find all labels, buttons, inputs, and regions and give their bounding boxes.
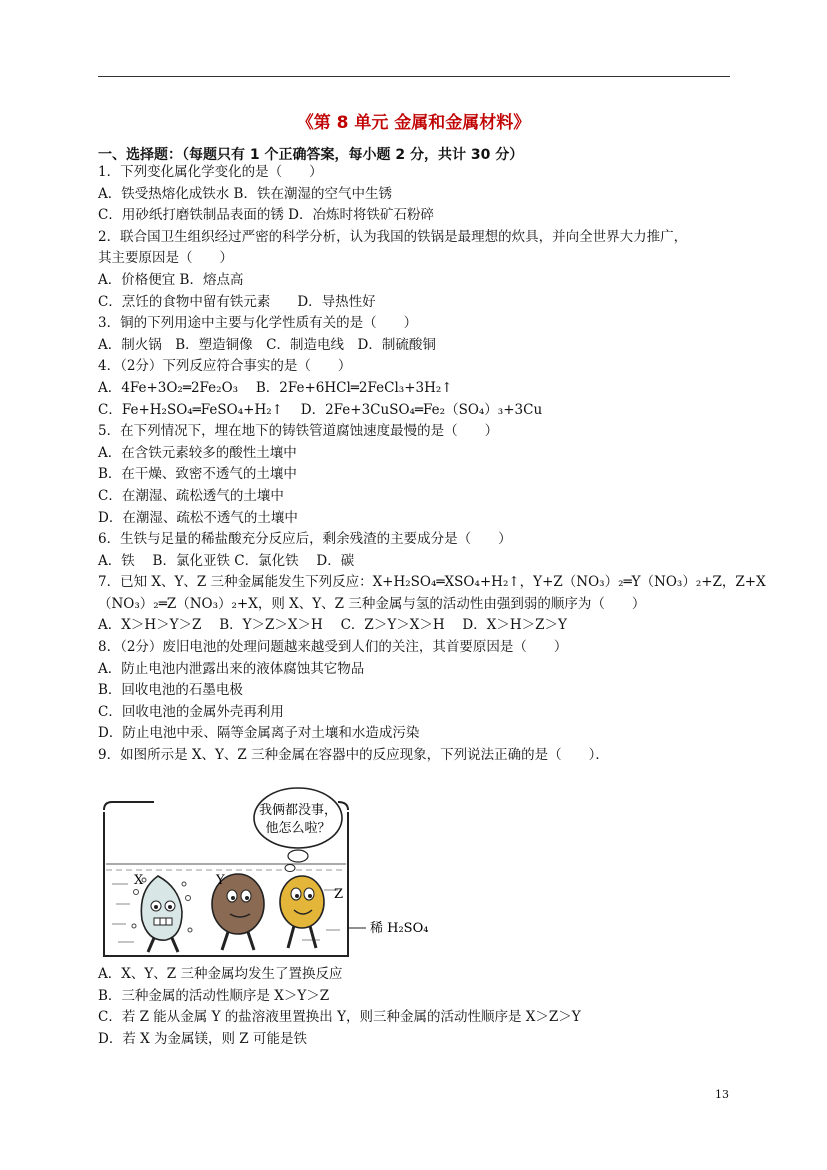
text-line: 7．已知 X、Y、Z 三种金属能发生下列反应：X+H₂SO₄═XSO₄+H₂↑，Y+Z（NO₃）₂═Y（NO₃）₂+Z，Z+X	[98, 574, 766, 591]
text-line: A．价格便宜 B．熔点高	[98, 271, 244, 288]
option-line: C．若 Z 能从金属 Y 的盐溶液里置换出 Y，则三种金属的活动性顺序是 X＞Z＞Y	[98, 1009, 581, 1026]
text-line: A．防止电池内泄露出来的液体腐蚀其它物品	[98, 660, 365, 677]
text-line: A．在含铁元素较多的酸性土壤中	[98, 444, 297, 461]
section-heading: 一、选择题：（每题只有 1 个正确答案，每小题 2 分，共计 30 分）	[98, 147, 524, 163]
text-line: 2．联合国卫生组织经过严密的科学分析，认为我国的铁锅是最理想的炊具，并向全世界大力推广，	[98, 228, 688, 245]
text-line: D．防止电池中汞、隔等金属离子对土壤和水造成污染	[98, 725, 420, 742]
acid-label: 稀 H₂SO₄	[370, 921, 429, 936]
label-z: Z	[334, 887, 344, 902]
text-line: B．回收电池的石墨电极	[98, 682, 243, 699]
text-line: A．制火锅 B．塑造铜像 C．制造电线 D．制硫酸铜	[98, 336, 436, 353]
text-line: C．用砂纸打磨铁制品表面的锈 D．冶炼时将铁矿石粉碎	[98, 207, 434, 224]
text-line: B．在干燥、致密不透气的土壤中	[98, 466, 297, 483]
text-line: C．在潮湿、疏松透气的土壤中	[98, 487, 284, 504]
text-line: 其主要原因是（ ）	[98, 250, 233, 267]
text-line: C．Fe+H₂SO₄═FeSO₄+H₂↑ D．2Fe+3CuSO₄═Fe₂（SO₄）₃+3Cu	[98, 401, 543, 418]
text-line: A．X＞H＞Y＞Z B．Y＞Z＞X＞H C．Z＞Y＞X＞H D．X＞H＞Z＞Y	[98, 617, 567, 634]
reaction-figure	[98, 780, 443, 962]
label-y: Y	[216, 873, 225, 888]
text-line: 6．生铁与足量的稀盐酸充分反应后，剩余残渣的主要成分是（ ）	[98, 531, 512, 548]
text-line: A．4Fe+3O₂═2Fe₂O₃ B．2Fe+6HCl═2FeCl₃+3H₂↑	[98, 379, 453, 396]
text-line: 1．下列变化属化学变化的是（ ）	[98, 164, 323, 180]
thought-bubble	[254, 788, 342, 848]
header-rule	[98, 76, 730, 77]
text-line: 9．如图所示是 X、Y、Z 三种金属在容器中的反应现象，下列说法正确的是（ ）．	[98, 747, 609, 764]
text-line: 3．铜的下列用途中主要与化学性质有关的是（ ）	[98, 315, 418, 332]
page-number: 13	[715, 1088, 729, 1101]
bubble-text-2: 他怎么啦？	[265, 821, 331, 836]
text-line: 4．（2分）下列反应符合事实的是（ ）	[98, 358, 352, 375]
container-illustration	[98, 780, 443, 962]
text-line: A．铁 B．氯化亚铁 C．氯化铁 D．碳	[98, 552, 355, 569]
question9-options	[98, 964, 738, 1050]
option-line: B．三种金属的活动性顺序是 X＞Y＞Z	[98, 987, 330, 1004]
page-title: 《第 8 单元 金属和金属材料》	[296, 113, 531, 133]
text-line: 8．（2分）废旧电池的处理问题越来越受到人们的关注，其首要原因是（ ）	[98, 639, 568, 656]
metal-z-character	[280, 876, 324, 948]
text-line: C．回收电池的金属外壳再利用	[98, 703, 284, 720]
label-x: X	[134, 873, 144, 888]
option-line: A．X、Y、Z 三种金属均发生了置换反应	[98, 966, 343, 982]
text-line: C．烹饪的食物中留有铁元素 D．导热性好	[98, 293, 376, 310]
option-line: D．若 X 为金属镁，则 Z 可能是铁	[98, 1030, 307, 1047]
text-line: （NO₃）₂═Z（NO₃）₂+X，则 X、Y、Z 三种金属与氢的活动性由强到弱的顺序为（ ）	[98, 595, 646, 612]
bubble-text-1: 我俩都没事，	[258, 803, 338, 818]
text-line: 5．在下列情况下，埋在地下的铸铁管道腐蚀速度最慢的是（ ）	[98, 423, 499, 440]
text-line: D．在潮湿、疏松不透气的土壤中	[98, 509, 298, 526]
text-line: A．铁受热熔化成铁水 B．铁在潮湿的空气中生锈	[98, 185, 392, 202]
question-lines	[98, 162, 766, 767]
